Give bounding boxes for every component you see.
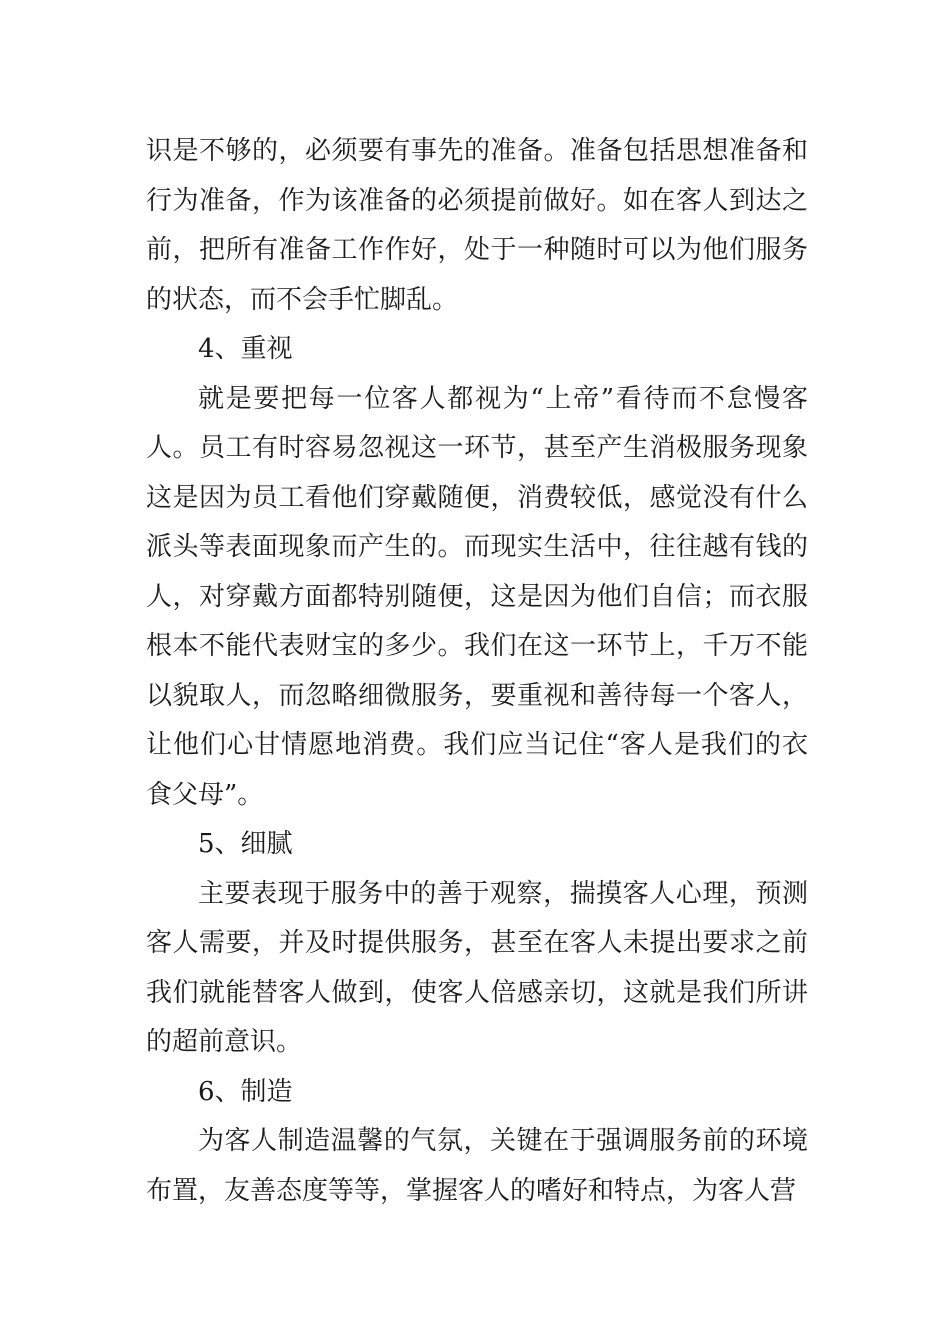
section-heading-4: 4、重视 <box>198 334 293 364</box>
paragraph-continuation: 识是不够的，必须要有事先的准备。准备包括思想准备和行为准备，作为该准备的必须提前做好。如在客人到达之前，把所有准备工作作好，处于一种随时可以为他们服务的状态，而不会手忙脚乱。 <box>146 136 808 315</box>
section-heading-5: 5、细腻 <box>198 829 293 859</box>
paragraph-importance: 就是要把每一位客人都视为“上帝”看待而不怠慢客人。员工有时容易忽视这一环节，甚至产生消极服务现象这是因为员工看他们穿戴随便，消费较低，感觉没有什么派头等表面现象而产生的。而现实生活中，往往越有钱的人，对穿戴方面都特别随便，这是因为他们自信；而衣服根本不能代表财宝的多少。我们在这一环节上，千万不能以貌取人，而忽略细微服务，要重视和善待每一个客人，让他们心甘情愿地消费。我们应当记住“客人是我们的衣食父母”。 <box>146 383 808 810</box>
paragraph-attentiveness: 主要表现于服务中的善于观察，揣摸客人心理，预测客人需要，并及时提供服务，甚至在客人未提出要求之前我们就能替客人做到，使客人倍感亲切，这就是我们所讲的超前意识。 <box>146 878 808 1057</box>
document-body <box>146 127 808 1216</box>
paragraph-create-atmosphere: 为客人制造温馨的气氛，关键在于强调服务前的环境布置，友善态度等等，掌握客人的嗜好和特点，为客人营 <box>146 1126 808 1206</box>
section-heading-6: 6、制造 <box>198 1076 293 1107</box>
